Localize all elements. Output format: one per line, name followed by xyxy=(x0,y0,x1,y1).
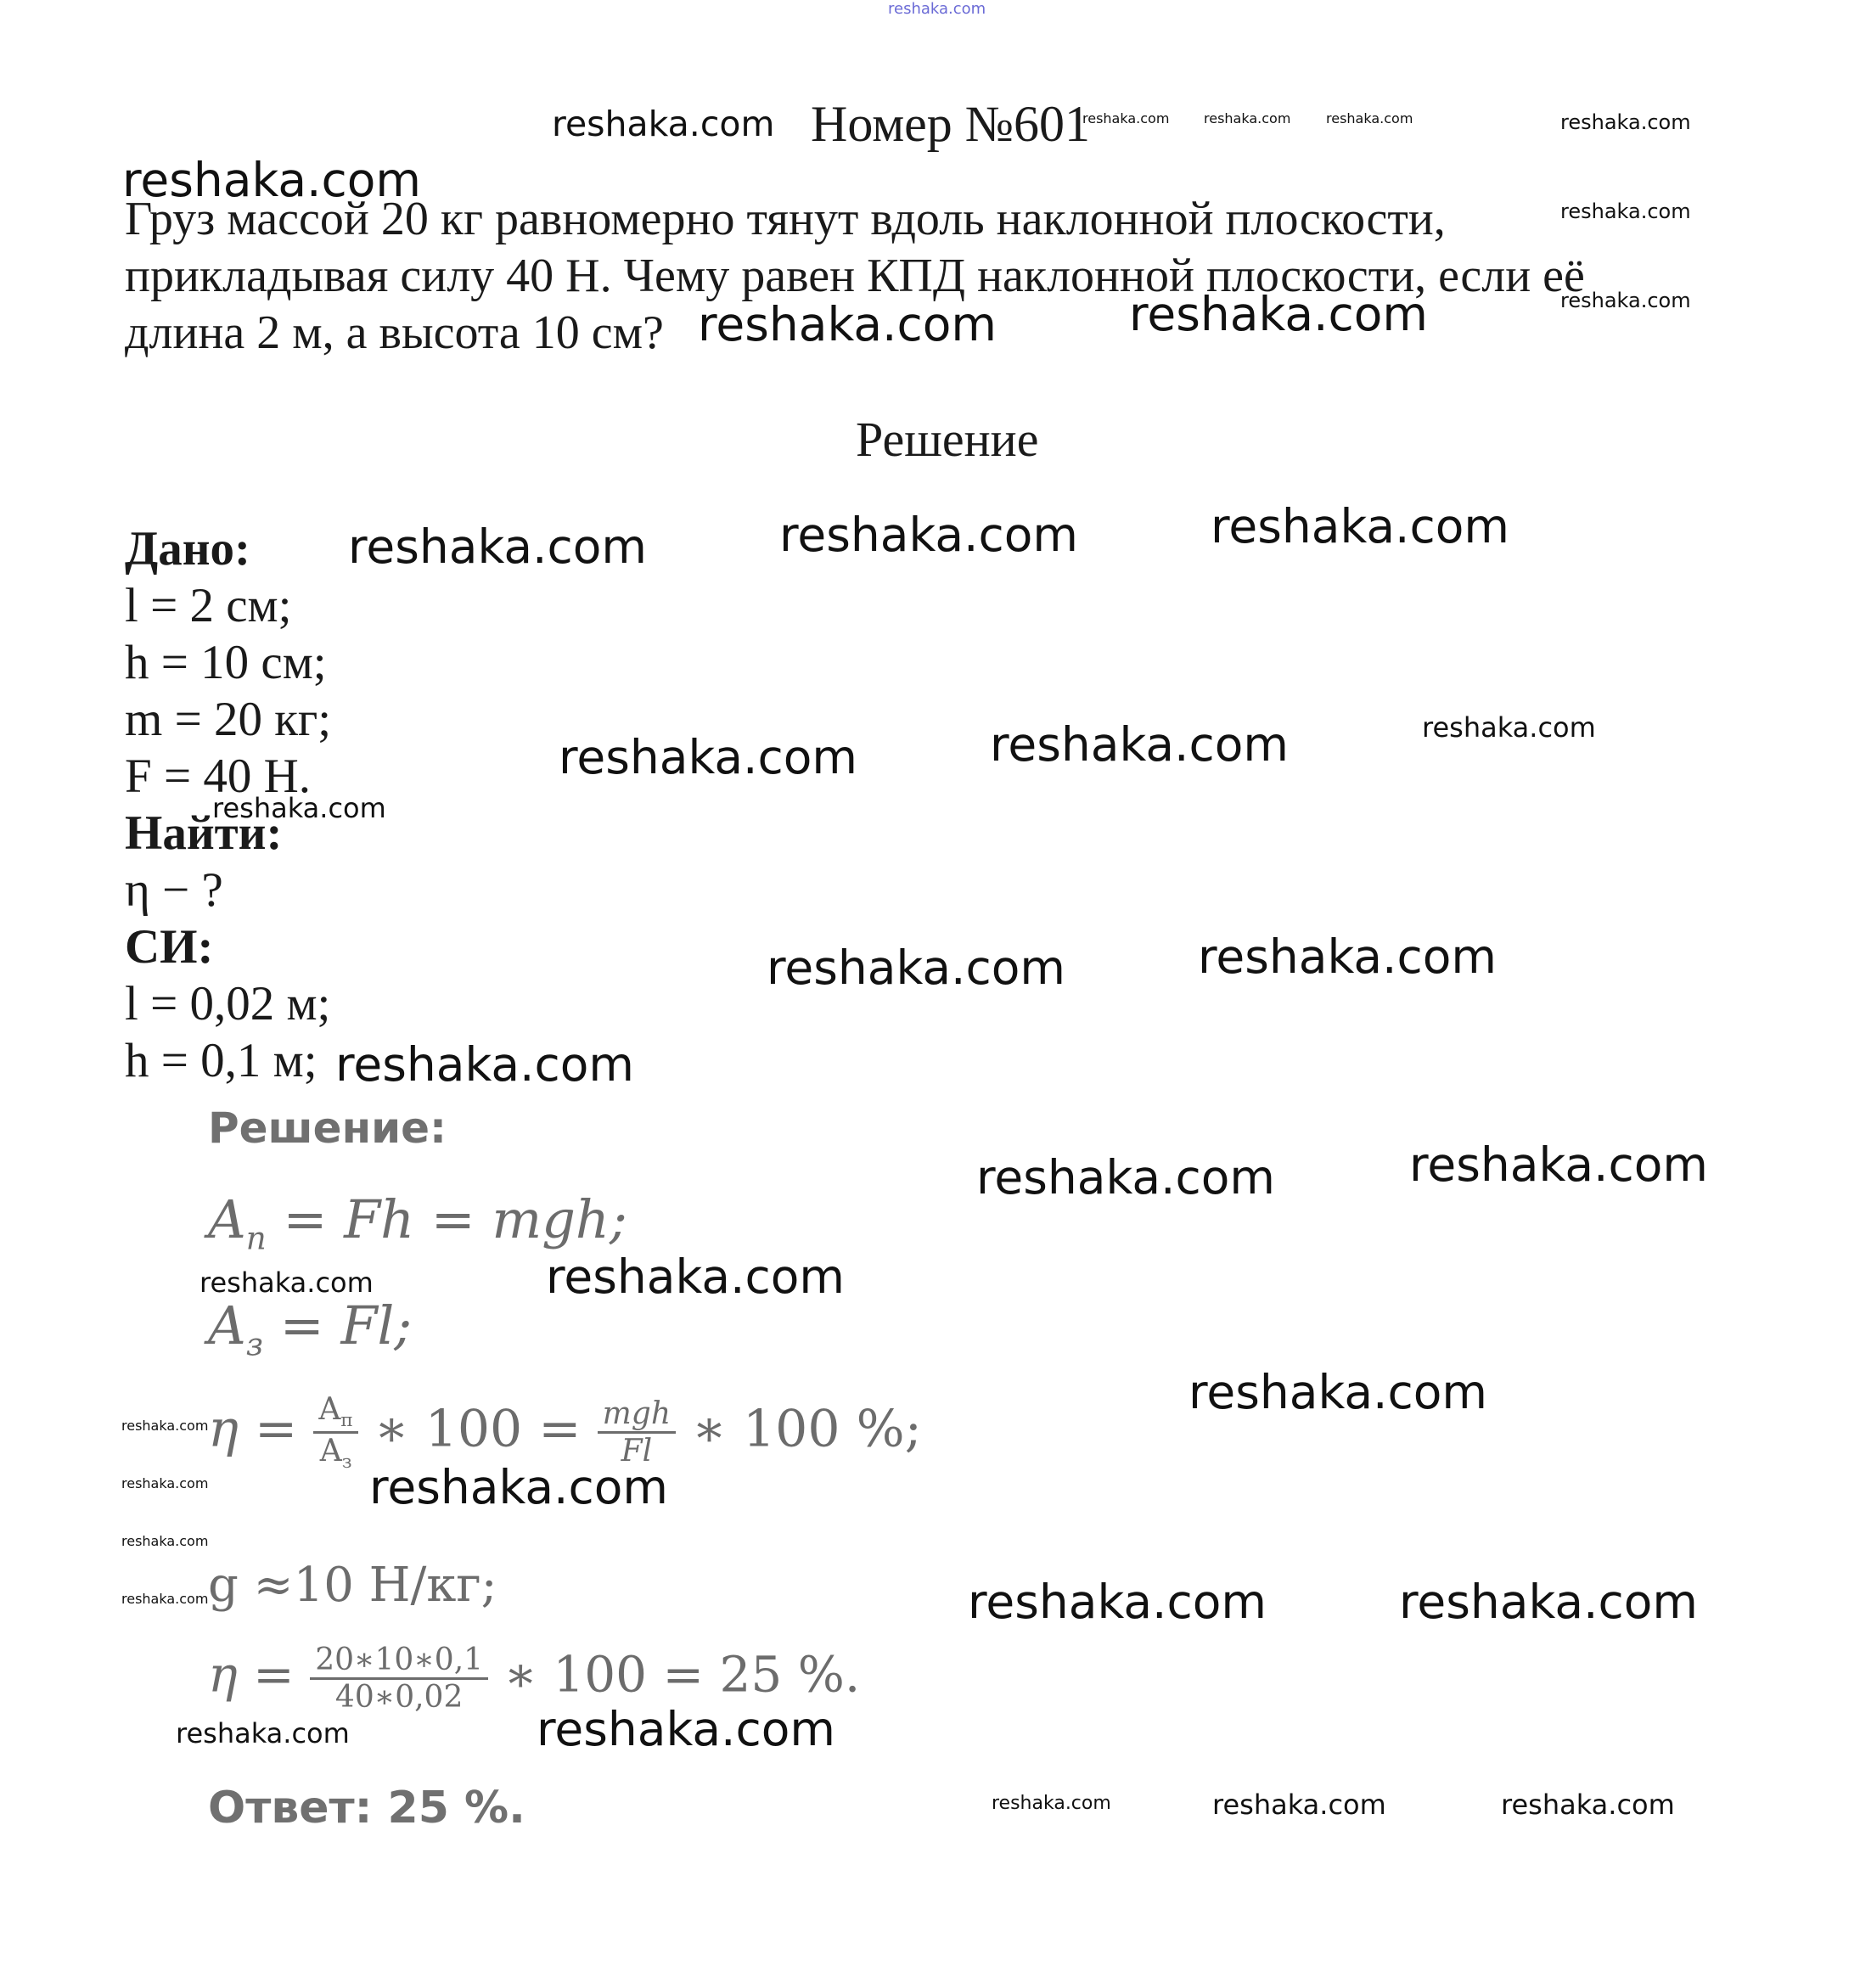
frac-den: Fl xyxy=(621,1434,653,1469)
given-item: l = 2 см; xyxy=(125,579,292,632)
answer-text: Ответ: 25 %. xyxy=(208,1783,525,1834)
equation-useful-work xyxy=(208,1188,627,1256)
equation-gravity: g ≈10 Н/кг; xyxy=(208,1558,497,1613)
page-title: Номер №601 xyxy=(811,96,1091,152)
watermark: reshaka.com xyxy=(1409,1137,1708,1192)
eq-rhs: = Fh = mgh; xyxy=(283,1188,627,1250)
watermark: reshaka.com xyxy=(1560,199,1691,223)
frac-num: 20∗10∗0,1 xyxy=(310,1643,488,1680)
si-item: h = 0,1 м; xyxy=(125,1034,317,1087)
si-label: СИ: xyxy=(125,920,214,974)
eq-lhs: A xyxy=(208,1188,246,1250)
watermark: reshaka.com xyxy=(1211,499,1509,553)
watermark: reshaka.com xyxy=(121,1533,209,1549)
watermark: reshaka.com xyxy=(767,941,1065,995)
watermark: reshaka.com xyxy=(121,1591,209,1607)
frac-num-sub: п xyxy=(340,1410,353,1432)
watermark: reshaka.com xyxy=(1198,929,1497,984)
watermark: reshaka.com xyxy=(552,104,775,144)
frac-den-sub: з xyxy=(341,1452,352,1474)
equation-total-work xyxy=(208,1294,412,1362)
eq-lhs: η = xyxy=(208,1399,298,1459)
watermark: reshaka.com xyxy=(176,1717,350,1749)
watermark: reshaka.com xyxy=(537,1702,835,1756)
watermark: reshaka.com xyxy=(199,1266,374,1299)
frac-num: mgh xyxy=(598,1396,676,1434)
si-item: l = 0,02 м; xyxy=(125,977,331,1031)
watermark: reshaka.com xyxy=(976,1150,1275,1205)
fraction-formula xyxy=(598,1396,676,1469)
watermark: reshaka.com xyxy=(122,153,421,207)
fraction-work-ratio xyxy=(313,1392,357,1473)
watermark: reshaka.com xyxy=(888,0,986,18)
eq-rhs: = Fl; xyxy=(279,1294,413,1356)
eq-mid: ∗ 100 = xyxy=(374,1399,582,1459)
given-item: h = 10 см; xyxy=(125,636,327,689)
watermark: reshaka.com xyxy=(1399,1575,1698,1629)
watermark: reshaka.com xyxy=(1212,1789,1386,1821)
frac-den: A xyxy=(319,1434,342,1469)
watermark: reshaka.com xyxy=(348,519,647,574)
watermark: reshaka.com xyxy=(990,717,1289,772)
given-label: Дано: xyxy=(125,522,251,576)
watermark: reshaka.com xyxy=(121,1418,209,1434)
watermark: reshaka.com xyxy=(212,792,386,824)
given-item: m = 20 кг; xyxy=(125,693,332,746)
solution-section-heading: Решение xyxy=(856,412,1039,467)
watermark: reshaka.com xyxy=(1560,289,1691,312)
eq-lhs-sub: з xyxy=(245,1325,264,1363)
watermark: reshaka.com xyxy=(1326,110,1413,126)
find-label: Найти: xyxy=(125,806,283,860)
fraction-calculation xyxy=(310,1643,488,1715)
frac-num: A xyxy=(318,1392,341,1427)
watermark: reshaka.com xyxy=(1129,287,1428,341)
given-item: F = 40 Н. xyxy=(125,750,312,803)
watermark: reshaka.com xyxy=(121,1475,209,1491)
watermark: reshaka.com xyxy=(1204,110,1291,126)
watermark: reshaka.com xyxy=(369,1460,668,1514)
watermark: reshaka.com xyxy=(1560,110,1691,134)
watermark: reshaka.com xyxy=(1422,711,1596,744)
problem-line: Груз массой 20 кг равномерно тянут вдоль наклонной плоскости, xyxy=(125,193,1446,245)
watermark: reshaka.com xyxy=(1188,1365,1487,1419)
eq-tail: ∗ 100 = 25 %. xyxy=(503,1645,861,1704)
watermark: reshaka.com xyxy=(1082,110,1170,126)
find-item: η − ? xyxy=(125,863,223,917)
eq-lhs: A xyxy=(208,1294,246,1356)
watermark: reshaka.com xyxy=(335,1037,634,1092)
watermark: reshaka.com xyxy=(1501,1789,1675,1821)
eq-lhs: η = xyxy=(208,1645,295,1704)
eq-lhs-sub: п xyxy=(245,1219,267,1257)
watermark: reshaka.com xyxy=(968,1575,1267,1629)
frac-den: 40∗0,02 xyxy=(334,1680,464,1715)
watermark: reshaka.com xyxy=(559,730,857,784)
watermark: reshaka.com xyxy=(546,1250,845,1304)
watermark: reshaka.com xyxy=(698,297,997,351)
solution-heading: Решение: xyxy=(208,1104,447,1153)
watermark: reshaka.com xyxy=(992,1793,1111,1814)
problem-line: прикладывая силу 40 Н. Чему равен КПД наклонной плоскости, если её xyxy=(125,250,1585,302)
problem-line: длина 2 м, а высота 10 см? xyxy=(125,306,664,359)
watermark: reshaka.com xyxy=(779,508,1078,562)
eq-tail: ∗ 100 %; xyxy=(692,1399,922,1459)
